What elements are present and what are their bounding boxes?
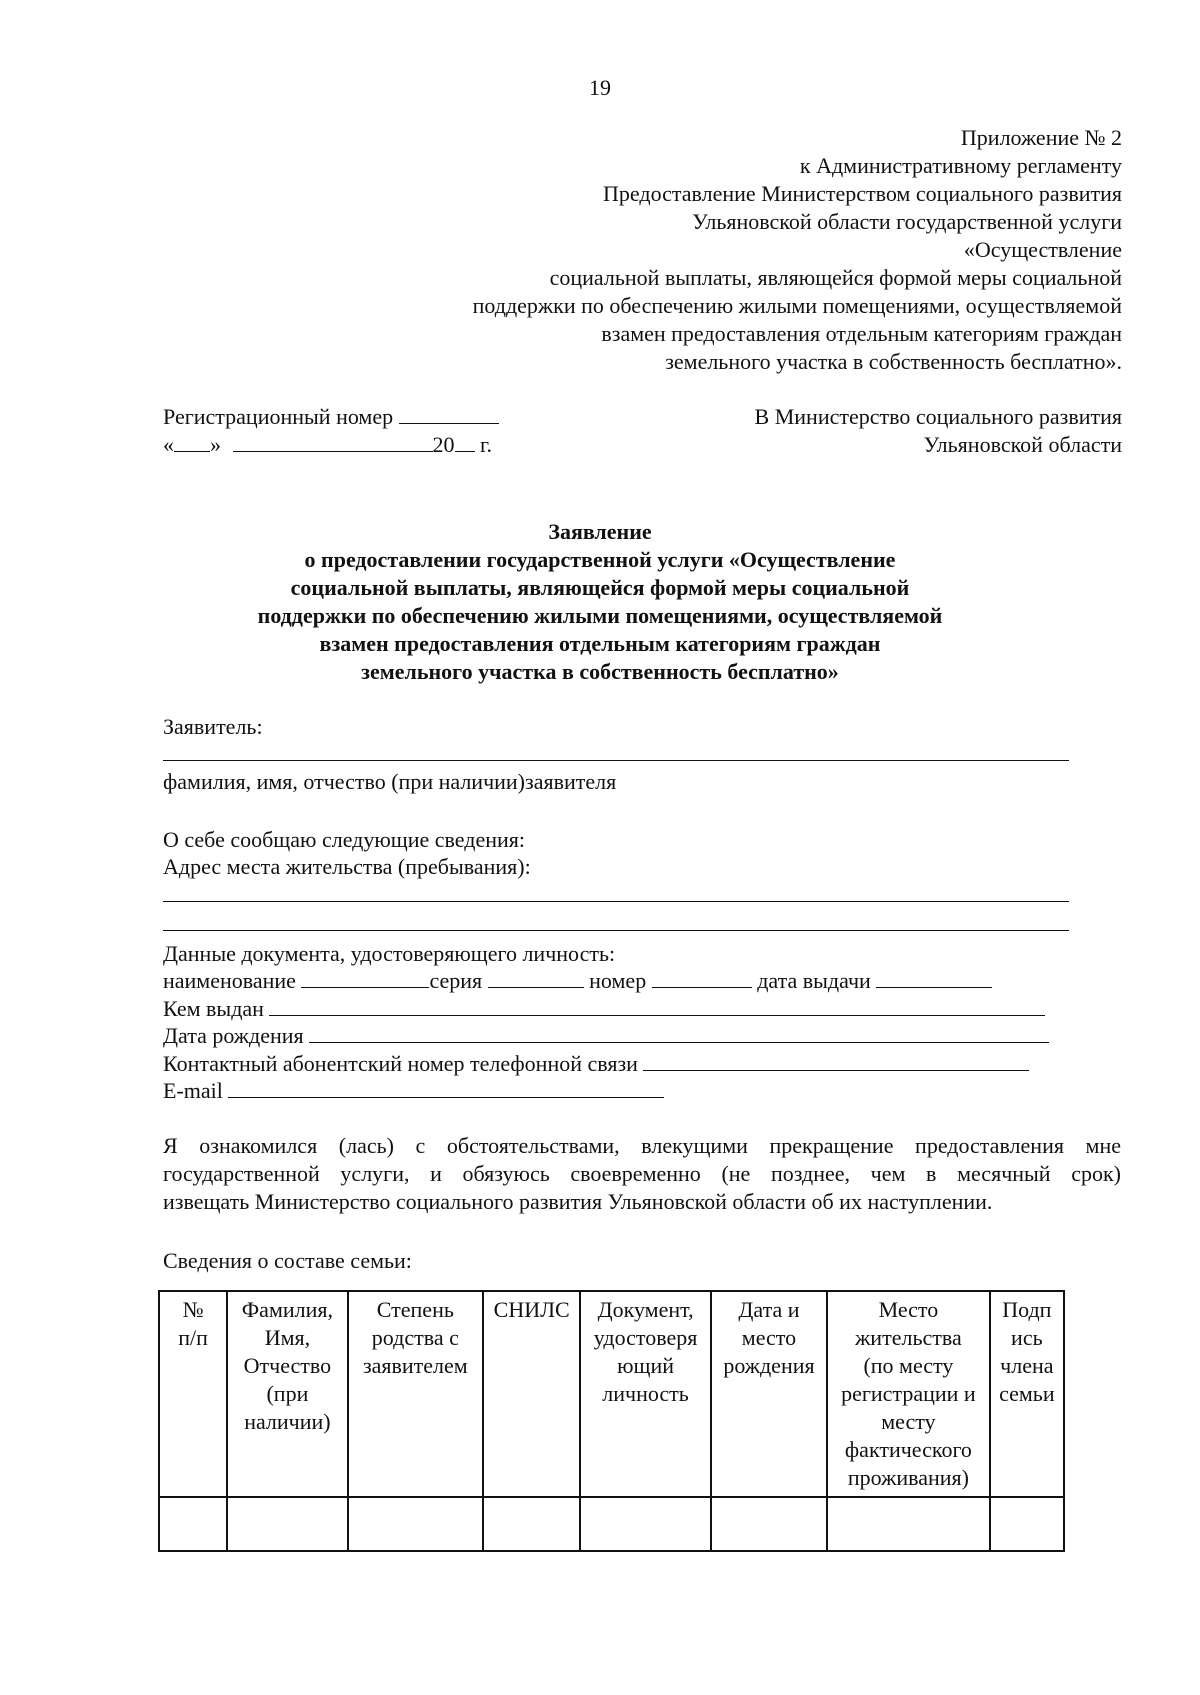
- year-prefix: 20: [432, 432, 455, 457]
- table-row: [159, 1497, 1064, 1551]
- registration-block: [163, 403, 499, 459]
- acknowledgement-paragraph: [163, 1132, 1121, 1216]
- column-header-snils: СНИЛС: [483, 1291, 580, 1497]
- address-label: Адрес места жительства (пребывания):: [163, 854, 531, 879]
- acknowledgement-line: Я ознакомился (лась) с обстоятельствами, влекущими прекращение предоставления мне: [163, 1133, 1121, 1158]
- title-line: социальной выплаты, являющейся формой меры социальной: [290, 575, 910, 600]
- title-line: о предоставлении государственной услуги «Осуществление: [304, 547, 896, 572]
- year-field[interactable]: [455, 431, 475, 452]
- column-header-residence: Место жительства (по месту регистрации и месту фактического проживания): [827, 1291, 990, 1497]
- month-field[interactable]: [233, 431, 433, 452]
- column-header-birth: Дата и место рождения: [711, 1291, 827, 1497]
- column-header-number: № п/п: [159, 1291, 227, 1497]
- id-document-label: Данные документа, удостоверяющего личность:: [163, 941, 616, 966]
- address-field-2[interactable]: [163, 930, 1069, 931]
- issued-by-field[interactable]: [269, 995, 1045, 1016]
- id-series-label: серия: [429, 968, 483, 993]
- title-line: взамен предоставления отдельным категориям граждан: [319, 631, 881, 656]
- appendix-header: [473, 124, 1122, 376]
- column-header-full-name: Фамилия, Имя, Отчество (при наличии): [227, 1291, 347, 1497]
- appendix-line: взамен предоставления отдельным категориям граждан: [601, 321, 1122, 346]
- issued-by-label: Кем выдан: [163, 996, 264, 1021]
- phone-field[interactable]: [643, 1050, 1029, 1071]
- issued-by-row: [163, 995, 1045, 1023]
- table-cell[interactable]: [990, 1497, 1064, 1551]
- column-header-id-document: Документ, удостоверя ющий личность: [580, 1291, 710, 1497]
- family-table: [158, 1290, 1065, 1552]
- recipient-block: [755, 403, 1122, 459]
- table-cell[interactable]: [711, 1497, 827, 1551]
- self-info-label: О себе сообщаю следующие сведения:: [163, 827, 526, 852]
- applicant-name-field[interactable]: [163, 760, 1069, 761]
- table-cell[interactable]: [827, 1497, 990, 1551]
- title-line: поддержки по обеспечению жилыми помещениями, осуществляемой: [257, 603, 943, 628]
- table-cell[interactable]: [159, 1497, 227, 1551]
- birth-date-field[interactable]: [309, 1022, 1049, 1043]
- email-row: [163, 1077, 664, 1105]
- column-header-signature: Подп ись члена семьи: [990, 1291, 1064, 1497]
- table-cell[interactable]: [580, 1497, 710, 1551]
- document-title: [0, 518, 1200, 686]
- day-field[interactable]: [174, 431, 210, 452]
- appendix-line: земельного участка в собственность бесплатно».: [665, 349, 1122, 374]
- appendix-line: Предоставление Министерством социального развития: [603, 181, 1122, 206]
- appendix-line: Приложение № 2: [960, 125, 1122, 150]
- id-name-label: наименование: [163, 968, 296, 993]
- id-number-label: номер: [589, 968, 647, 993]
- page-number: 19: [589, 75, 611, 100]
- table-cell[interactable]: [483, 1497, 580, 1551]
- appendix-line: поддержки по обеспечению жилыми помещениями, осуществляемой: [472, 293, 1122, 318]
- birth-date-row: [163, 1022, 1049, 1050]
- family-label: Сведения о составе семьи:: [163, 1248, 412, 1273]
- id-issue-date-label: дата выдачи: [757, 968, 871, 993]
- family-table-header: [159, 1291, 1064, 1497]
- phone-label: Контактный абонентский номер телефонной связи: [163, 1051, 638, 1076]
- title-line: земельного участка в собственность бесплатно»: [361, 659, 839, 684]
- appendix-line: социальной выплаты, являющейся формой меры социальной: [549, 265, 1122, 290]
- acknowledgement-line: извещать Министерство социального развития Ульяновской области об их наступлении.: [163, 1189, 993, 1214]
- id-name-field[interactable]: [301, 967, 429, 988]
- id-document-row: [163, 967, 992, 995]
- applicant-caption: фамилия, имя, отчество (при наличии)заявителя: [163, 769, 617, 794]
- title-line: Заявление: [548, 519, 652, 544]
- birth-date-label: Дата рождения: [163, 1023, 304, 1048]
- id-number-field[interactable]: [652, 967, 752, 988]
- applicant-label: Заявитель:: [163, 714, 263, 739]
- registration-number-label: Регистрационный номер: [163, 404, 394, 429]
- email-label: E-mail: [163, 1078, 223, 1103]
- acknowledgement-line: государственной услуги, и обязуюсь своевременно (не позднее, чем в месячный срок): [163, 1161, 1121, 1186]
- appendix-line: «Осуществление: [963, 237, 1122, 262]
- table-cell[interactable]: [348, 1497, 483, 1551]
- date-close-quote: »: [210, 432, 221, 457]
- appendix-line: Ульяновской области государственной услуги: [692, 209, 1122, 234]
- address-field-1[interactable]: [163, 901, 1069, 902]
- phone-row: [163, 1050, 1029, 1078]
- appendix-line: к Административному регламенту: [799, 153, 1122, 178]
- recipient-line: Ульяновской области: [923, 432, 1122, 457]
- year-suffix: г.: [480, 432, 493, 457]
- id-series-field[interactable]: [488, 967, 584, 988]
- registration-number-field[interactable]: [399, 403, 499, 424]
- table-cell[interactable]: [227, 1497, 347, 1551]
- date-open-quote: «: [163, 432, 174, 457]
- email-field[interactable]: [228, 1077, 664, 1098]
- recipient-line: В Министерство социального развития: [754, 404, 1122, 429]
- id-issue-date-field[interactable]: [876, 967, 992, 988]
- column-header-relationship: Степень родства с заявителем: [348, 1291, 483, 1497]
